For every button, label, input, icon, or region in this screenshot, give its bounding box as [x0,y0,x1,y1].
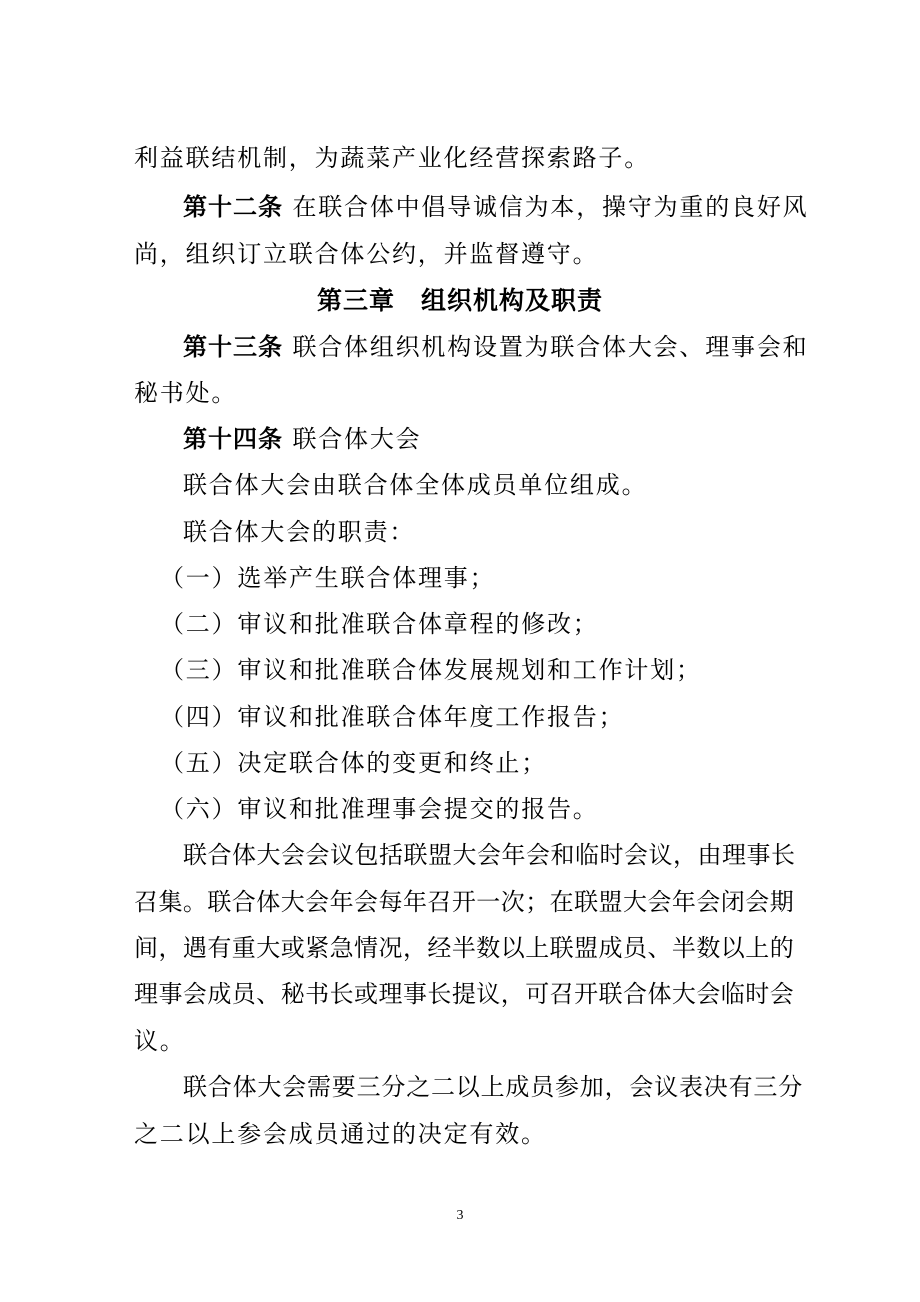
line-text: 议。 [134,1027,186,1055]
line-text: 尚，组织订立联合体公约，并监督遵守。 [134,240,599,268]
paragraph-line [134,888,794,916]
line-text: 理事会成员、秘书长或理事长提议，可召开联合体大会临时会 [134,980,794,1008]
list-item [160,703,820,731]
article-12-text: 在联合体中倡导诚信为本，操守为重的良好风 [292,193,809,221]
list-item [160,749,820,777]
article-14-line [183,425,795,453]
article-13-line [183,333,809,361]
list-item [160,564,820,592]
paragraph-line [183,841,795,869]
list-item-text: （二）审议和批准联合体章程的修改； [160,610,599,638]
line-text: 联合体大会由联合体全体成员单位组成。 [183,471,648,499]
paragraph-line [134,934,794,962]
list-item-text: （三）审议和批准联合体发展规划和工作计划； [160,656,702,684]
list-item-text: （一）选举产生联合体理事； [160,564,496,592]
line-text: 联合体大会会议包括联盟大会年会和临时会议，由理事长 [183,841,796,869]
list-item-text: （五）决定联合体的变更和终止； [160,749,547,777]
paragraph-line [134,379,794,407]
list-item-text: （六）审议和批准理事会提交的报告。 [160,795,599,823]
line-text: 利益联结机制，为蔬菜产业化经营探索路子。 [134,144,650,172]
line-text: 间，遇有重大或紧急情况，经半数以上联盟成员、半数以上的 [134,934,794,962]
article-14-label: 第十四条 [183,425,283,453]
paragraph-line [134,144,794,172]
paragraph-line [183,518,795,546]
article-12-label: 第十二条 [183,193,283,221]
paragraph-line [134,980,794,1008]
line-text: 秘书处。 [134,379,238,407]
paragraph-line [134,240,794,268]
line-text: 召集。联合体大会年会每年召开一次；在联盟大会年会闭会期 [134,888,794,916]
article-12-line [183,193,809,221]
chapter-heading: 第三章 组织机构及职责 [316,286,603,315]
line-text: 联合体大会的职责： [183,518,416,546]
list-item [160,795,820,823]
article-14-text: 联合体大会 [292,425,422,453]
paragraph-line [134,1027,794,1055]
list-item-text: （四）审议和批准联合体年度工作报告； [160,703,625,731]
article-13-label: 第十三条 [183,333,283,361]
paragraph-line [183,1073,803,1101]
line-text: 联合体大会需要三分之二以上成员参加，会议表决有三分 [183,1073,803,1101]
page-number: 3 [456,1208,464,1223]
line-text: 之二以上参会成员通过的决定有效。 [134,1120,547,1148]
list-item [160,610,820,638]
paragraph-line [134,1120,794,1148]
paragraph-line [183,471,795,499]
list-item [160,656,820,684]
article-13-text: 联合体组织机构设置为联合体大会、理事会和 [292,333,809,361]
